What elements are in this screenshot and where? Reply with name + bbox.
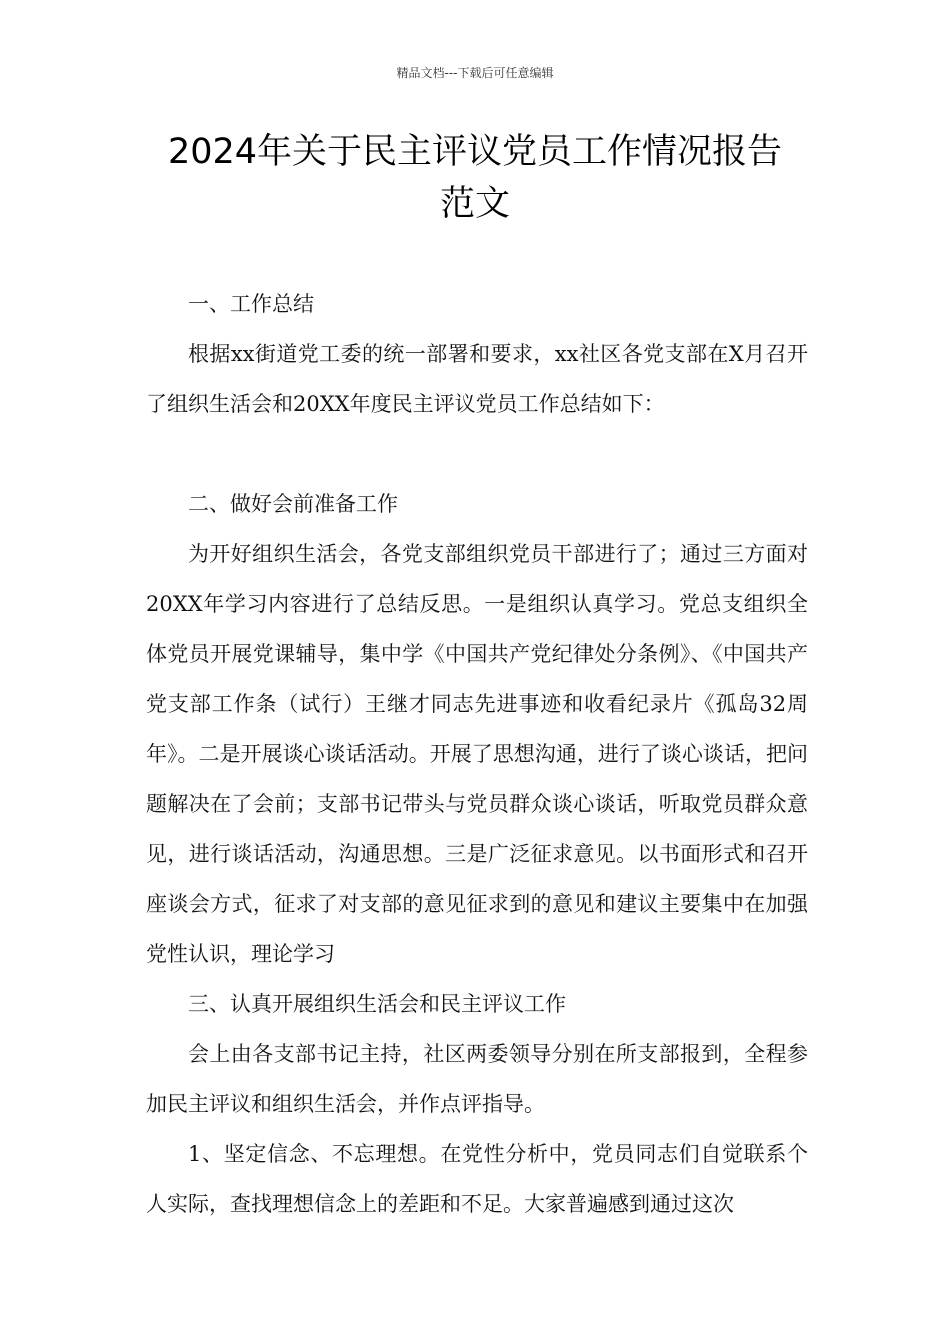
paragraph-3: 会上由各支部书记主持，社区两委领导分别在所支部报到，全程参加民主评议和组织生活会，并作点评指导。: [146, 1042, 808, 1116]
title-line-2: 范文: [439, 184, 510, 224]
header-note: 精品文档---下载后可任意编辑: [396, 66, 554, 80]
section-heading-3: 三、认真开展组织生活会和民主评议工作: [188, 992, 566, 1016]
section-heading-2: 二、做好会前准备工作: [188, 492, 398, 516]
title-line-1: 2024年关于民主评议党员工作情况报告: [167, 132, 783, 172]
paragraph-4: 1、坚定信念、不忘理想。在党性分析中，党员同志们自觉联系个人实际，查找理想信念上的差距和不足。大家普遍感到通过这次: [146, 1142, 808, 1216]
spacer: [146, 429, 808, 479]
section-heading-1: 一、工作总结: [188, 292, 314, 316]
page-title: [100, 126, 850, 230]
paragraph-2: 为开好组织生活会，各党支部组织党员干部进行了；通过三方面对20XX年学习内容进行了总结反思。一是组织认真学习。党总支组织全体党员开展党课辅导，集中学《中国共产党纪律处分条例》、《中国共产党支部工作条（试行）王继才同志先进事迹和收看纪录片《孤岛32周年》。二是开展谈心谈话活动。开展了思想沟通，进行了谈心谈话，把问题解决在了会前；支部书记带头与党员群众谈心谈话，听取党员群众意见，进行谈话活动，沟通思想。三是广泛征求意见。以书面形式和召开座谈会方式，征求了对支部的意见征求到的意见和建议主要集中在加强党性认识，理论学习: [146, 542, 808, 966]
document-body: [146, 279, 808, 1229]
paragraph-1: 根据xx街道党工委的统一部署和要求，xx社区各党支部在X月召开了组织生活会和20XX年度民主评议党员工作总结如下：: [146, 342, 808, 416]
